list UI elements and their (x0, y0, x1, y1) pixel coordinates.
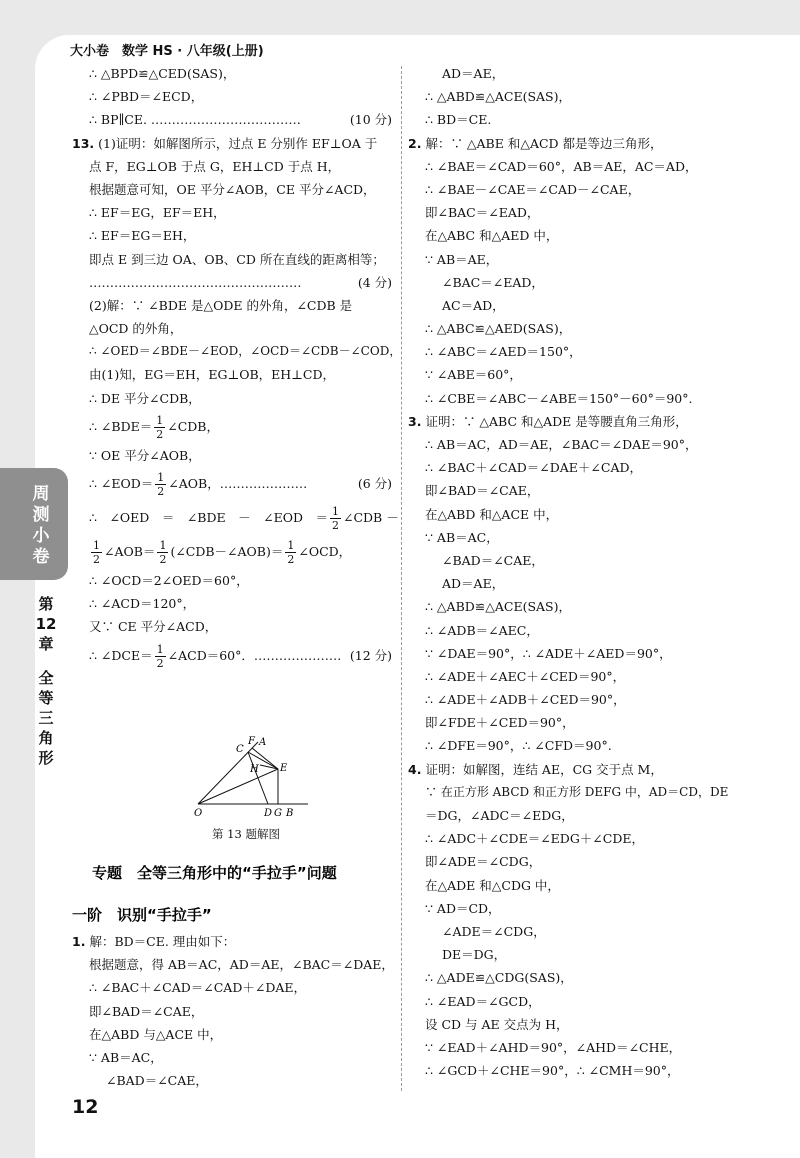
text-line: ∴ ∠ACD＝120°， (89, 596, 196, 612)
problem-number: 2. (408, 135, 422, 151)
label-G: G (274, 808, 282, 819)
problem-number: 1. (72, 934, 86, 949)
fraction: $\frac{1}{2}$ (157, 471, 165, 498)
text-line: AD＝AE， (442, 66, 505, 81)
label-H: H (250, 764, 259, 775)
text-line: ∴ EF＝EG，EF＝EH， (89, 205, 226, 221)
text-line: ∴ ∠PBD＝∠ECD， (89, 89, 204, 105)
text-line: 在△ADE 和△CDG 中， (425, 877, 560, 893)
text-line: 即∠FDE＋∠CED＝90°， (425, 715, 575, 731)
text-line: △OCD 的外角， (89, 321, 183, 337)
text-line: ∵ ∠DAE＝90°，∴ ∠ADE＋∠AED＝90°， (425, 645, 672, 661)
text-line: ∵ AD＝CD， (425, 900, 501, 916)
text-line: ∴ ∠ADE＋∠ADB＋∠CED＝90°， (425, 692, 626, 708)
label-B: B (286, 808, 294, 819)
text-line: ∵ AB＝AE， (425, 251, 499, 267)
score: (10 分) (349, 112, 392, 128)
text-line: ∴ △BPD≌△CED(SAS)， (89, 66, 236, 81)
text-line: ∵ ∠ABE＝60°， (425, 367, 522, 383)
level-heading: 一阶 识别“手拉手” (72, 906, 212, 924)
score: (4 分) (357, 274, 392, 290)
text-line: (2)解：∵ ∠BDE 是△ODE 的外角，∠CDB 是 (89, 297, 353, 313)
fraction: $\frac{1}{2}$ (93, 539, 100, 566)
text-line: ∴ ∠ADB＝∠AEC， (425, 622, 539, 638)
label-E: E (280, 763, 288, 774)
text-line: 又∵ CE 平分∠ACD， (89, 619, 218, 635)
fraction: $\frac{1}{2}$ (332, 505, 339, 532)
text-line: 在△ABD 和△ACE 中， (425, 506, 559, 522)
text-line: 根据题意可知，OE 平分∠AOB，CE 平分∠ACD， (89, 181, 376, 197)
side-tab-label: 周 测 小 卷 (32, 484, 50, 567)
topic-heading: 专题 全等三角形中的“手拉手”问题 (92, 864, 337, 882)
label-D: D (264, 808, 273, 819)
text-line: ∴ △ABD≌△ACE(SAS)， (425, 89, 571, 105)
label-A: A (259, 737, 267, 748)
text-line: ∴ ∠ADC＋∠CDE＝∠EDG＋∠CDE， (425, 831, 644, 847)
problem-4: 4. 证明：如解图，连结 AE，CG 交于点 M， (408, 761, 663, 777)
text-line: 即∠ADE＝∠CDG， (425, 854, 542, 870)
text-line: ∴ ∠DCE＝ $\frac{1}{2}$ ∠ACD＝60°．………………… (12 分) (72, 639, 392, 673)
text-line: AC＝AD， (442, 297, 505, 313)
text-line: ＝DG，∠ADC＝∠EDG， (425, 808, 574, 823)
figure-13 (190, 734, 320, 820)
text-line: ∴ DE 平分∠CDB， (89, 390, 201, 406)
text-line: ∴ ∠BAE－∠CAE＝∠CAD－∠CAE， (425, 181, 641, 197)
label-C: C (236, 744, 244, 755)
text-line: 即∠BAD＝∠CAE， (425, 483, 540, 499)
problem-number: 13. (72, 135, 95, 151)
text-line: ∴ ∠OED＝∠BDE－∠EOD，∠OCD＝∠CDB－∠COD， (89, 344, 402, 359)
text-line: ∴ BD＝CE. (425, 112, 492, 128)
text-line: ∴ ∠CBE＝∠ABC－∠ABE＝150°－60°＝90°. (425, 390, 693, 406)
text-line: ∠BAC＝∠EAD， (442, 274, 544, 290)
score: (6 分) (357, 476, 392, 491)
label-O: O (194, 808, 203, 819)
text-line: ∴ ∠ADE＋∠AEC＋∠CED＝90°， (425, 668, 626, 684)
text-line: ∵ 在正方形 ABCD 和正方形 DEFG 中，AD＝CD，DE (425, 784, 729, 799)
text-line: …………………………………………… (4 分) (72, 271, 392, 294)
problem-number: 4. (408, 761, 422, 777)
text-line: 在△ABC 和△AED 中， (425, 228, 559, 244)
text-line: ∴ ∠ABC＝∠AED＝150°， (425, 344, 582, 360)
text-line: ∴ △ABC≌△AED(SAS)， (425, 321, 572, 337)
text-line: ∵ AB＝AC， (89, 1049, 163, 1065)
text-line: ∴ △ABD≌△ACE(SAS)， (425, 599, 571, 615)
right-column (408, 62, 748, 1082)
text-line: ∴ AB＝AC，AD＝AE，∠BAC＝∠DAE＝90°， (425, 437, 698, 452)
score: (12 分) (349, 647, 392, 663)
text-line: ∴ ∠DFE＝90°，∴ ∠CFD＝90°. (425, 738, 612, 754)
text-line: 在△ABD 与△ACE 中， (89, 1026, 223, 1042)
text-line: ∴ ∠BAC＋∠CAD＝∠CAD＋∠DAE， (89, 980, 306, 996)
text-line: ∵ AB＝AC， (425, 529, 499, 545)
text-line: ∴ ∠BAC＋∠CAD＝∠DAE＋∠CAD， (425, 460, 642, 476)
text-line: ∠BAD＝∠CAE， (106, 1073, 208, 1089)
text-line: ∠ADE＝∠CDG， (442, 923, 546, 939)
column-divider (401, 66, 402, 1091)
text-line: ∴ ∠OCD＝2∠OED＝60°， (89, 573, 249, 588)
chapter-label: 第 12 章 全 等 三 角 形 (35, 595, 57, 767)
text-line: 即点 E 到三边 OA、OB、CD 所在直线的距离相等； (89, 251, 385, 267)
text-line: ∵ ∠EAD＋∠AHD＝90°，∠AHD＝∠CHE， (425, 1039, 682, 1055)
text-line: DE＝DG， (442, 947, 507, 963)
text-line: ∴ BP∥CE. ……………………………… (10 分) (72, 108, 392, 131)
page-number: 12 (72, 1096, 99, 1118)
text-line: AD＝AE， (442, 576, 505, 592)
problem-1: 1. 解：BD＝CE. 理由如下： (72, 934, 236, 949)
text-line: ∵ OE 平分∠AOB， (89, 447, 201, 463)
fraction: $\frac{1}{2}$ (156, 413, 164, 441)
fraction: $\frac{1}{2}$ (287, 539, 295, 566)
text-line: 根据题意，得 AB＝AC，AD＝AE，∠BAC＝∠DAE， (89, 957, 394, 973)
text-line: ∴ ∠OED ＝ ∠BDE － ∠EOD ＝ $\frac{1}{2}$ ∠CDB － (89, 505, 399, 532)
text-line: 设 CD 与 AE 交点为 H， (425, 1016, 569, 1032)
problem-number: 3. (408, 413, 422, 429)
text-line: ∴ EF＝EG＝EH， (89, 228, 196, 244)
text-line: ∴ ∠EAD＝∠GCD， (425, 993, 541, 1009)
text-line: ∴ ∠EOD＝ $\frac{1}{2}$ ∠AOB，………………… (6 分) (72, 467, 392, 501)
problem-2: 2. 解：∵ △ABE 和△ACD 都是等边三角形， (408, 135, 663, 151)
text-line: ∠BAD＝∠CAE， (442, 552, 544, 568)
fraction: $\frac{1}{2}$ (156, 642, 164, 670)
text-line: 即∠BAD＝∠CAE， (89, 1003, 204, 1019)
text-line: $\frac{1}{2}$ ∠AOB＝ $\frac{1}{2}$ (∠CDB－∠AOB)＝ $\frac{1}{2}$ ∠OCD， (93, 539, 352, 566)
problem-3: 3. 证明：∵ △ABC 和△ADE 是等腰直角三角形， (408, 413, 688, 429)
text-line: ∴ ∠BAE＝∠CAD＝60°，AB＝AE，AC＝AD， (425, 158, 698, 174)
text-line: 由(1)知，EG＝EH，EG⊥OB，EH⊥CD， (89, 367, 336, 383)
fraction: $\frac{1}{2}$ (159, 539, 167, 566)
text-line: ∴ △ADE≌△CDG(SAS)， (425, 970, 573, 986)
figure-caption: 第 13 题解图 (212, 827, 280, 841)
text-line: 点 F，EG⊥OB 于点 G，EH⊥CD 于点 H， (89, 158, 341, 174)
problem-13: 13. (1)证明：如解图所示，过点 E 分别作 EF⊥OA 于 (72, 135, 378, 151)
text-line: 即∠BAC＝∠EAD， (425, 205, 540, 221)
running-header: 大小卷 数学 HS · 八年级(上册) (70, 44, 264, 59)
left-column (72, 62, 402, 673)
label-F: F (248, 736, 255, 747)
text-line: ∴ ∠GCD＋∠CHE＝90°，∴ ∠CMH＝90°， (425, 1063, 680, 1079)
text-line: ∴ ∠BDE＝ $\frac{1}{2}$ ∠CDB， (89, 413, 219, 441)
left-column-lower (72, 930, 392, 1092)
